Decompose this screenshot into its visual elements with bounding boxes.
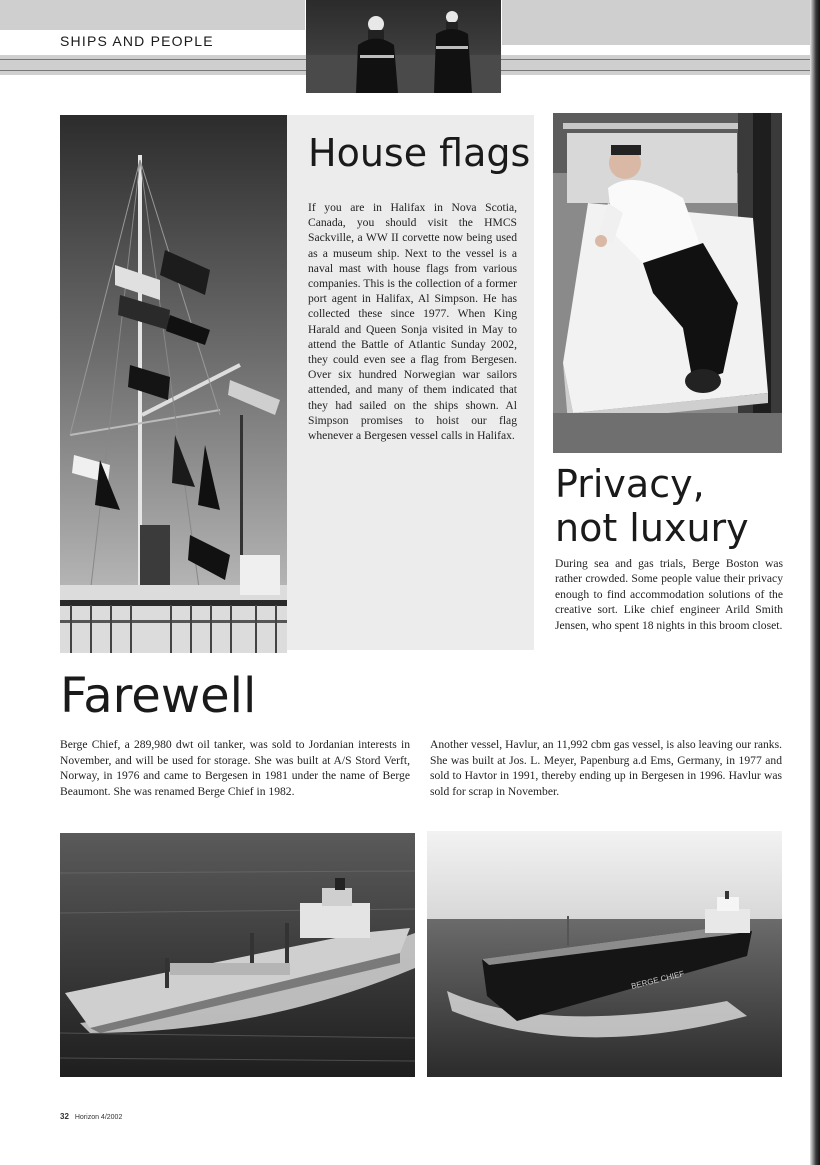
page-footer	[60, 1112, 122, 1121]
privacy-title-line2: not luxury	[555, 506, 749, 550]
farewell-col2: Another vessel, Havlur, an 11,992 cbm gas vessel, is also leaving our ranks. She was built at Jos. L. Meyer, Papenburg a.d Ems, Germany, in 1977 and sold to Havtor in 1991, thereby ending up in Bergesen in 1996. Havlur was sold for scrap in November.	[430, 738, 782, 798]
header-photo-workers	[306, 0, 501, 93]
photo-berge-chief-tanker	[427, 831, 782, 1077]
privacy-body: During sea and gas trials, Berge Boston was rather crowded. Some people value their privacy enough to find accommodation solutions of the creative sort. Like chief engineer Arild Smith Jensen, who spent 18 nights in this broom closet.	[555, 557, 783, 632]
house-flags-title: House flags	[308, 131, 531, 175]
page-number: 32	[60, 1112, 69, 1121]
house-flags-body: If you are in Halifax in Nova Scotia, Canada, you should visit the HMCS Sackville, a WW II corvette now being used as a museum ship. Next to the vessel is a naval mast with house flags from various companies. This is the collection of a former port agent in Halifax, Al Simpson. He has collected these since 1977. When King Harald and Queen Sonja visited in May to attend the Battle of Atlantic Sunday 2002, they could even see a flag from Bergesen. Over six hundred Norwegian war sailors attended, and many of them indicated that they had sailed on the ships shown. Al Simpson promises to hoist our flag whenever a Bergesen vessel calls in Halifax.	[308, 201, 517, 443]
farewell-col1: Berge Chief, a 289,980 dwt oil tanker, was sold to Jordanian interests in November, and will be used for storage. She was built at A/S Stord Verft, Norway, in 1976 and came to Bergesen in 1981 under the name of Berge Beaumont. She was renamed Berge Chief in 1982.	[60, 738, 410, 798]
photo-havlur-gas-vessel	[60, 833, 415, 1077]
photo-broom-closet	[553, 113, 782, 453]
header-band-top-right	[502, 0, 810, 45]
section-header	[0, 30, 305, 55]
farewell-title: Farewell	[60, 668, 257, 724]
publication-name: Horizon 4/2002	[74, 1114, 123, 1121]
privacy-title-line1: Privacy,	[555, 462, 705, 506]
ship-hull-name: BERGE CHIEF	[630, 969, 686, 991]
photo-house-flags-mast	[60, 115, 287, 653]
section-label: SHIPS AND PEOPLE	[60, 33, 214, 49]
page-edge-shadow	[810, 0, 820, 1165]
header-band-top-left	[0, 0, 305, 30]
